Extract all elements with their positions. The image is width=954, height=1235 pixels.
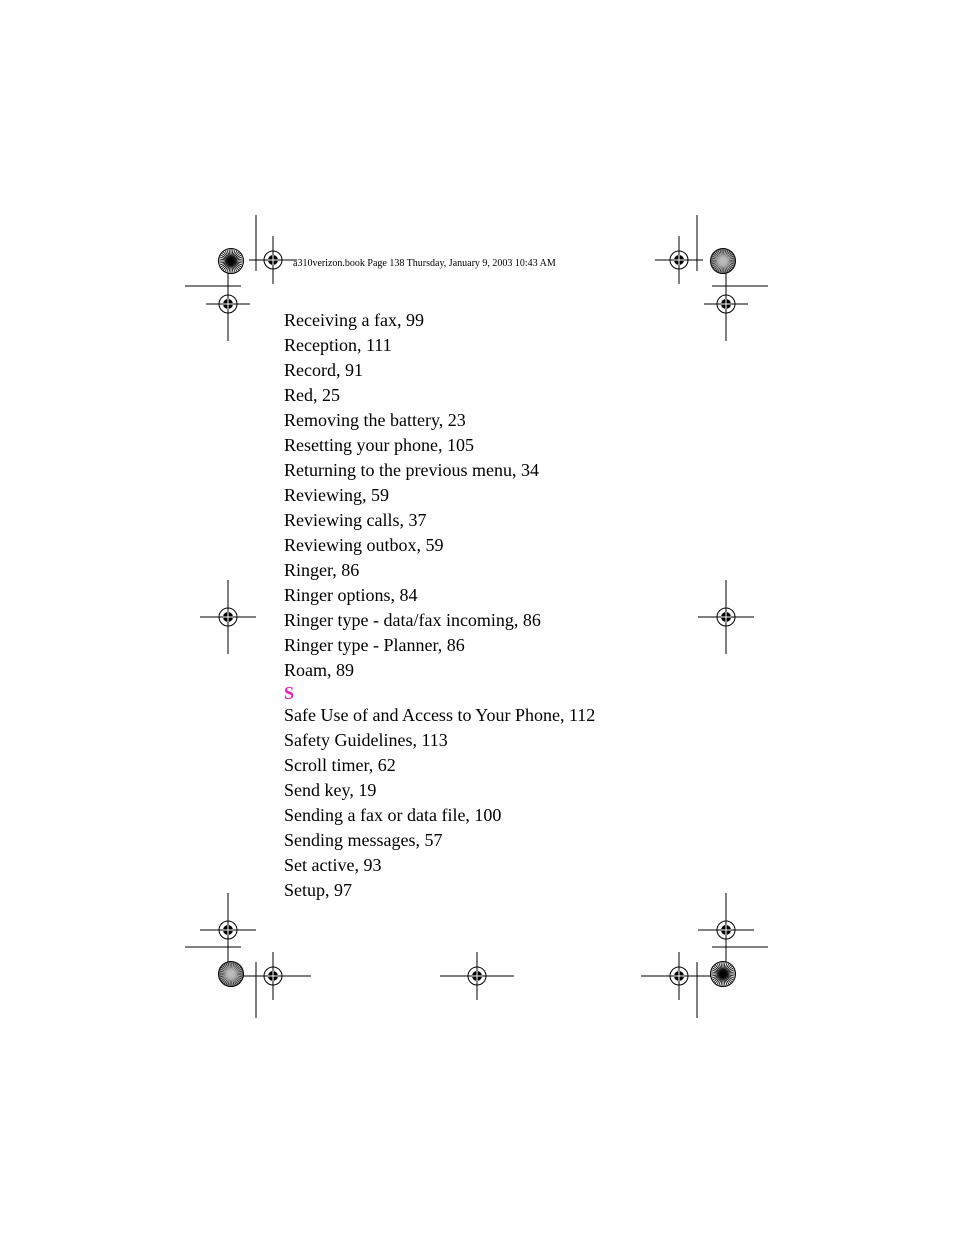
index-entry: Removing the battery, 23 [284,410,466,430]
index-list [284,308,804,903]
index-entry: Safe Use of and Access to Your Phone, 112 [284,705,596,725]
index-entry: Reviewing, 59 [284,485,389,505]
index-entry: Ringer, 86 [284,560,360,580]
color-bar-center [229,972,233,976]
index-entry: Roam, 89 [284,660,354,680]
index-entry: Reviewing calls, 37 [284,510,427,530]
index-entry: Set active, 93 [284,855,382,875]
index-section-letter: S [284,683,295,703]
index-entry: Safety Guidelines, 113 [284,730,448,750]
print-slug: a310verizon.book Page 138 Thursday, January 9, 2003 10:43 AM [293,258,556,269]
index-entry: Ringer type - data/fax incoming, 86 [284,610,541,630]
index-entry: Record, 91 [284,360,363,380]
index-entry: Sending messages, 57 [284,830,443,850]
index-entry: Send key, 19 [284,780,377,800]
index-entry: Ringer type - Planner, 86 [284,635,465,655]
color-bar-center [721,972,725,976]
color-bar-center [229,259,233,263]
index-entry: Reviewing outbox, 59 [284,535,444,555]
index-entry: Setup, 97 [284,880,353,900]
index-entry: Returning to the previous menu, 34 [284,460,539,480]
index-entry: Reception, 111 [284,335,392,355]
color-bar-center [721,259,725,263]
index-entry: Receiving a fax, 99 [284,310,424,330]
index-entry: Sending a fax or data file, 100 [284,805,502,825]
index-entry: Scroll timer, 62 [284,755,396,775]
index-entry: Red, 25 [284,385,340,405]
index-entry: Resetting your phone, 105 [284,435,474,455]
index-entry: Ringer options, 84 [284,585,418,605]
